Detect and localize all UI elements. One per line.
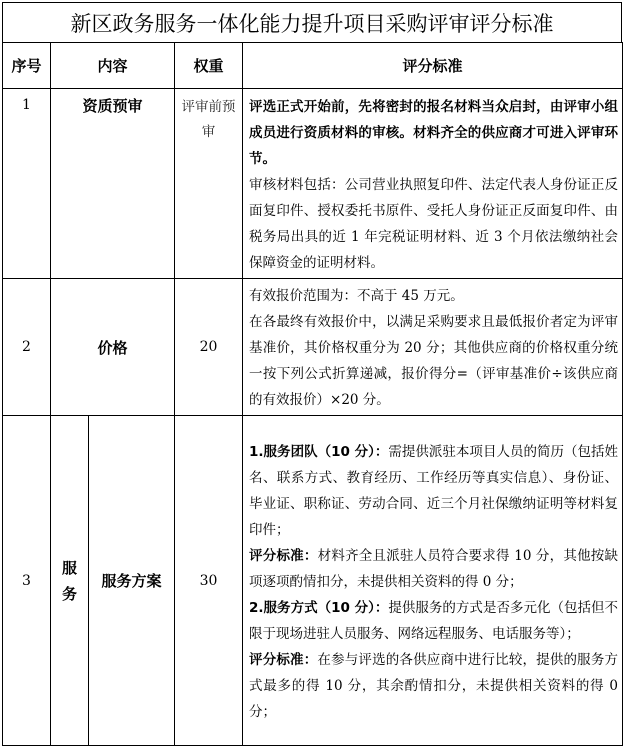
page-title: 新区政务服务一体化能力提升项目采购评审评分标准 [2, 2, 622, 42]
row-weight: 30 [175, 416, 243, 746]
item-1 [249, 439, 618, 543]
header-no: 序号 [3, 43, 51, 89]
item-1-title: 1.服务团队（10 分）： [249, 443, 389, 460]
standard-text: 有效报价范围为：不高于 45 万元。 [249, 288, 464, 304]
row-number: 1 [3, 89, 51, 279]
row-content: 服务方案 [89, 416, 175, 746]
item-1-standard-text: 材料齐全且派驻人员符合要求得 10 分，其他按缺项逐项酌情扣分，未提供相关资料的得 0 分； [249, 547, 619, 590]
table-row [3, 279, 623, 416]
item-2-standard-label: 评分标准： [249, 651, 318, 668]
scoring-table [2, 42, 623, 746]
row-standard [243, 279, 623, 416]
item-2-text: 提供服务的方式是否多元化（包括但不限于现场进驻人员服务、网络远程服务、电话服务等）； [249, 599, 619, 642]
header-standard: 评分标准 [243, 43, 623, 89]
standard-text: 在各最终有效报价中，以满足采购要求且最低报价者定为评审基准价，其价格权重分为 20 分；其他供应商的价格权重分统一按下列公式折算递减，报价得分=（评审基准价÷该供应商的有效报价）×20 分。 [249, 314, 619, 408]
standard-text: 审核材料包括：公司营业执照复印件、法定代表人身份证正反面复印件、授权委托书原件、受托人身份证正反面复印件、由税务局出具的近 1 年完税证明材料、近 3 个月依法缴纳社会保障资金的证明材料。 [249, 176, 619, 271]
header-row [3, 43, 623, 89]
item-2 [249, 595, 618, 647]
row-content: 资质预审 [51, 89, 175, 279]
item-2-title: 2.服务方式（10 分）： [249, 599, 389, 616]
table-row [3, 89, 623, 279]
table-row [3, 416, 623, 746]
row-weight: 评审前预审 [175, 89, 243, 279]
row-weight: 20 [175, 279, 243, 416]
item-2-standard [249, 647, 618, 725]
row-category: 服务 [51, 416, 89, 746]
header-content: 内容 [51, 43, 175, 89]
standard-bold-text: 评选正式开始前，先将密封的报名材料当众启封，由评审小组成员进行资质材料的审核。材料齐全的供应商才可进入评审环节。 [249, 98, 619, 167]
item-1-standard-label: 评分标准： [249, 547, 318, 564]
item-1-text: 需提供派驻本项目人员的简历（包括姓名、联系方式、教育经历、工作经历等真实信息）、身份证、毕业证、职称证、劳动合同、近三个月社保缴纳证明等材料复印件； [249, 443, 619, 538]
row-standard [243, 416, 623, 746]
row-content: 价格 [51, 279, 175, 416]
item-2-standard-text: 在参与评选的各供应商中进行比较，提供的服务方式最多的得 10 分，其余酌情扣分，未提供相关资料的得 0 分； [249, 651, 619, 720]
header-weight: 权重 [175, 43, 243, 89]
row-standard [243, 89, 623, 279]
row-number: 2 [3, 279, 51, 416]
row-number: 3 [3, 416, 51, 746]
item-1-standard [249, 543, 618, 595]
